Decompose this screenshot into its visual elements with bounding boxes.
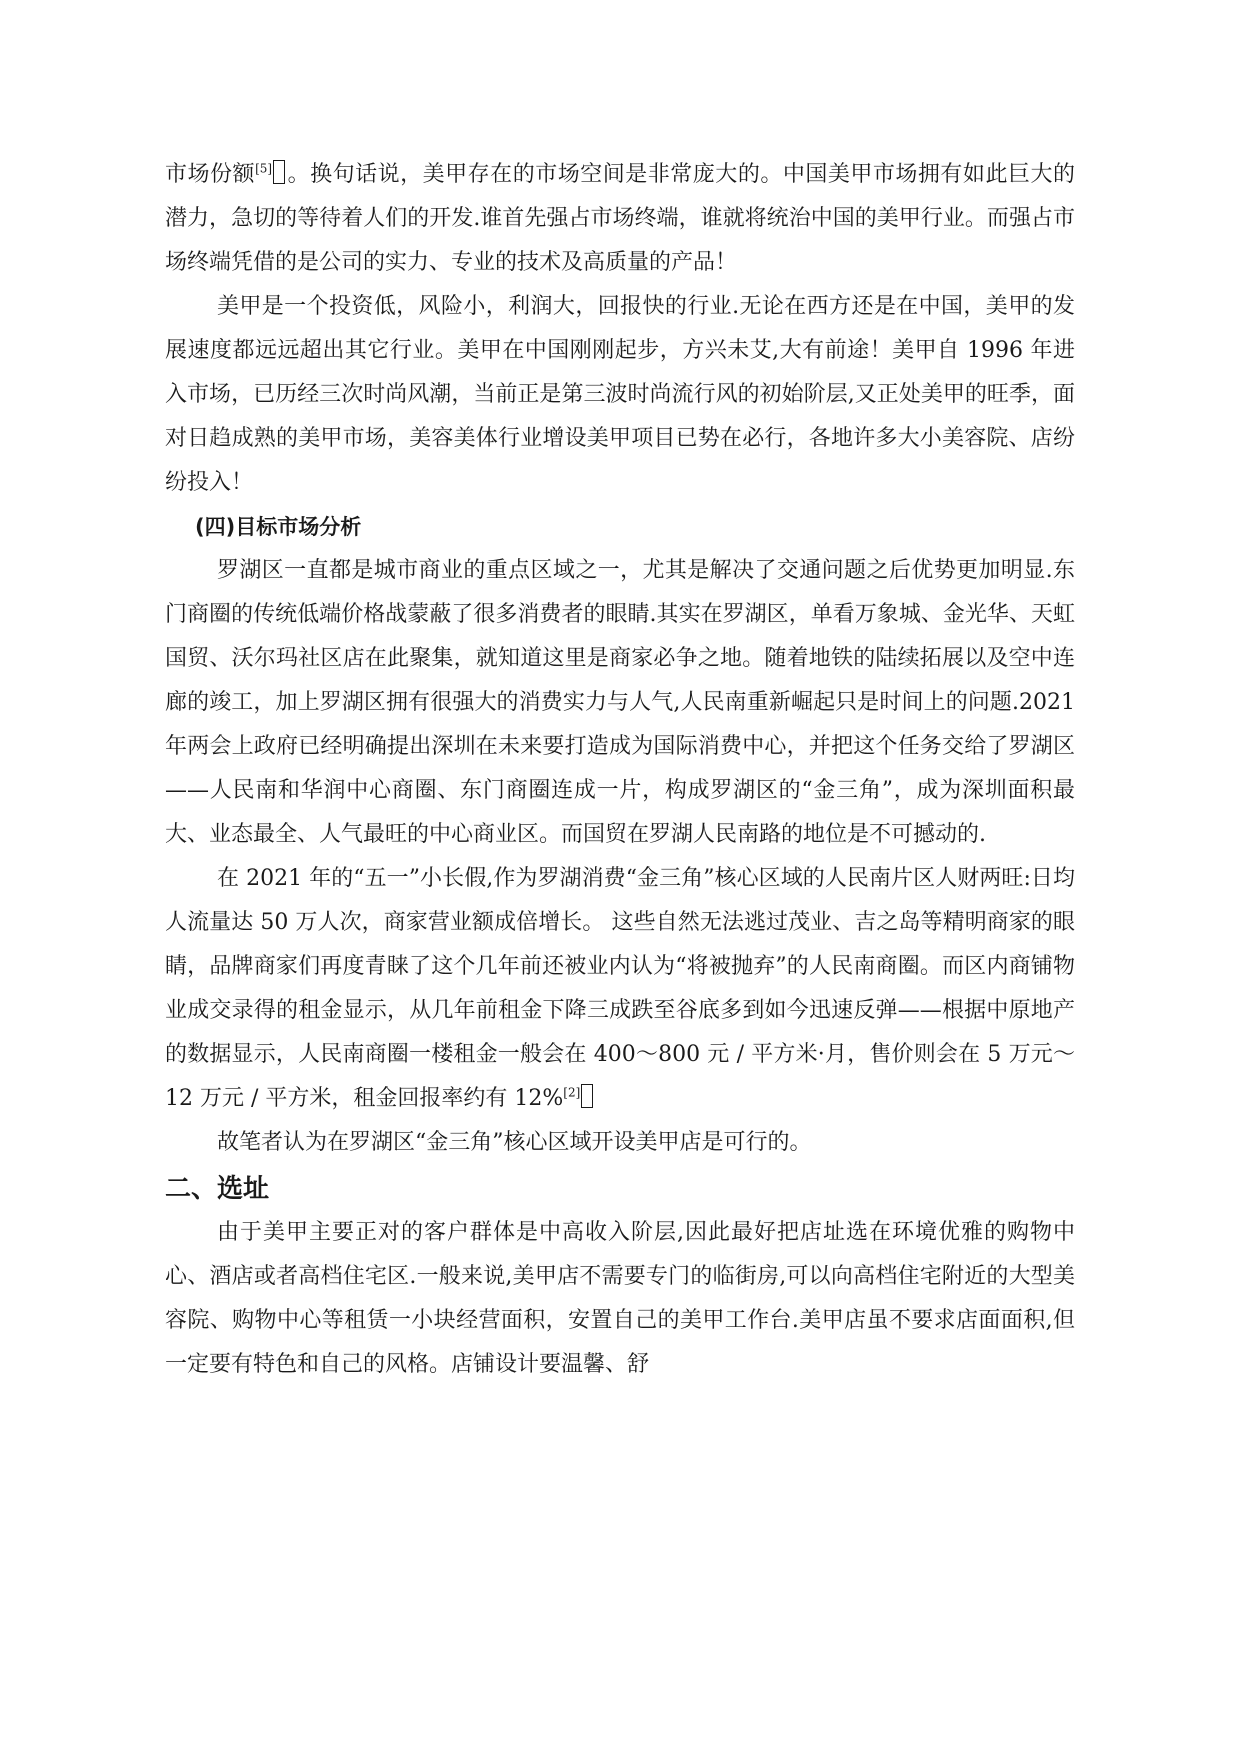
paragraph-may-day-holiday xyxy=(165,857,1075,1121)
citation-ref[interactable]: [5] xyxy=(255,161,273,176)
missing-glyph-box xyxy=(273,160,285,184)
paragraph-investment: 美甲是一个投资低，风险小，利润大，回报快的行业.无论在西方还是在中国，美甲的发展速度都远远超出其它行业。美甲在中国刚刚起步，方兴未艾,大有前途！美甲自 1996 年进入市场，已历经三次时尚风潮，当前正是第三波时尚流行风的初始阶层,又正处美甲的旺季，面对日趋成熟的美甲市场，美容美体行业增设美甲项目已势在必行，各地许多大小美容院、店纷纷投入！ xyxy=(165,294,1075,495)
subsection-heading-target-market: (四)目标市场分析 xyxy=(195,515,362,539)
section-heading-site-selection: 二、选址 xyxy=(165,1174,270,1204)
paragraph-text: 市场份额 xyxy=(165,162,256,187)
missing-glyph-box xyxy=(581,1084,593,1108)
paragraph-text: 在 2021 年的“五一”小长假,作为罗湖消费“金三角”核心区域的人民南片区人财两旺:日均人流量达 50 万人次，商家营业额成倍增长。 这些自然无法逃过茂业、吉之岛等精明商家的眼睛，品牌商家们再度青睐了这个几年前还被业内认为“将被抛弃”的人民南商圈。而区内商铺物业成交录得的租金显示，从几年前租金下降三成跌至谷底多到如今迅速反弹——根据中原地产的数据显示，人民南商圈一楼租金一般会在 400～800 元 / 平方米·月，售价则会在 5 万元～12 万元 / 平方米，租金回报率约有 12% xyxy=(165,866,1075,1111)
paragraph-text: 。换句话说，美甲存在的市场空间是非常庞大的。中国美甲市场拥有如此巨大的潜力，急切的等待着人们的开发.谁首先强占市场终端，谁就将统治中国的美甲行业。而强占市场终端凭借的是公司的实力、专业的技术及高质量的产品！ xyxy=(165,162,1075,275)
paragraph-conclusion: 故笔者认为在罗湖区“金三角”核心区域开设美甲店是可行的。 xyxy=(217,1130,812,1155)
citation-ref[interactable]: [2] xyxy=(563,1085,581,1100)
paragraph-luohu-district: 罗湖区一直都是城市商业的重点区域之一，尤其是解决了交通问题之后优势更加明显.东门商圈的传统低端价格战蒙蔽了很多消费者的眼睛.其实在罗湖区，单看万象城、金光华、天虹国贸、沃尔玛社区店在此聚集，就知道这里是商家必争之地。随着地铁的陆续拓展以及空中连廊的竣工，加上罗湖区拥有很强大的消费实力与人气,人民南重新崛起只是时间上的问题.2021 年两会上政府已经明确提出深圳在未来要打造成为国际消费中心，并把这个任务交给了罗湖区——人民南和华润中心商圈、东门商圈连成一片，构成罗湖区的“金三角”，成为深圳面积最大、业态最全、人气最旺的中心商业区。而国贸在罗湖人民南路的地位是不可撼动的. xyxy=(165,558,1075,847)
document-page xyxy=(165,153,1075,1387)
paragraph-market-share xyxy=(165,153,1075,285)
paragraph-site-selection: 由于美甲主要正对的客户群体是中高收入阶层,因此最好把店址选在环境优雅的购物中心、酒店或者高档住宅区.一般来说,美甲店不需要专门的临街房,可以向高档住宅附近的大型美容院、购物中心等租赁一小块经营面积，安置自己的美甲工作台.美甲店虽不要求店面面积,但一定要有特色和自己的风格。店铺设计要温馨、舒 xyxy=(165,1220,1075,1377)
